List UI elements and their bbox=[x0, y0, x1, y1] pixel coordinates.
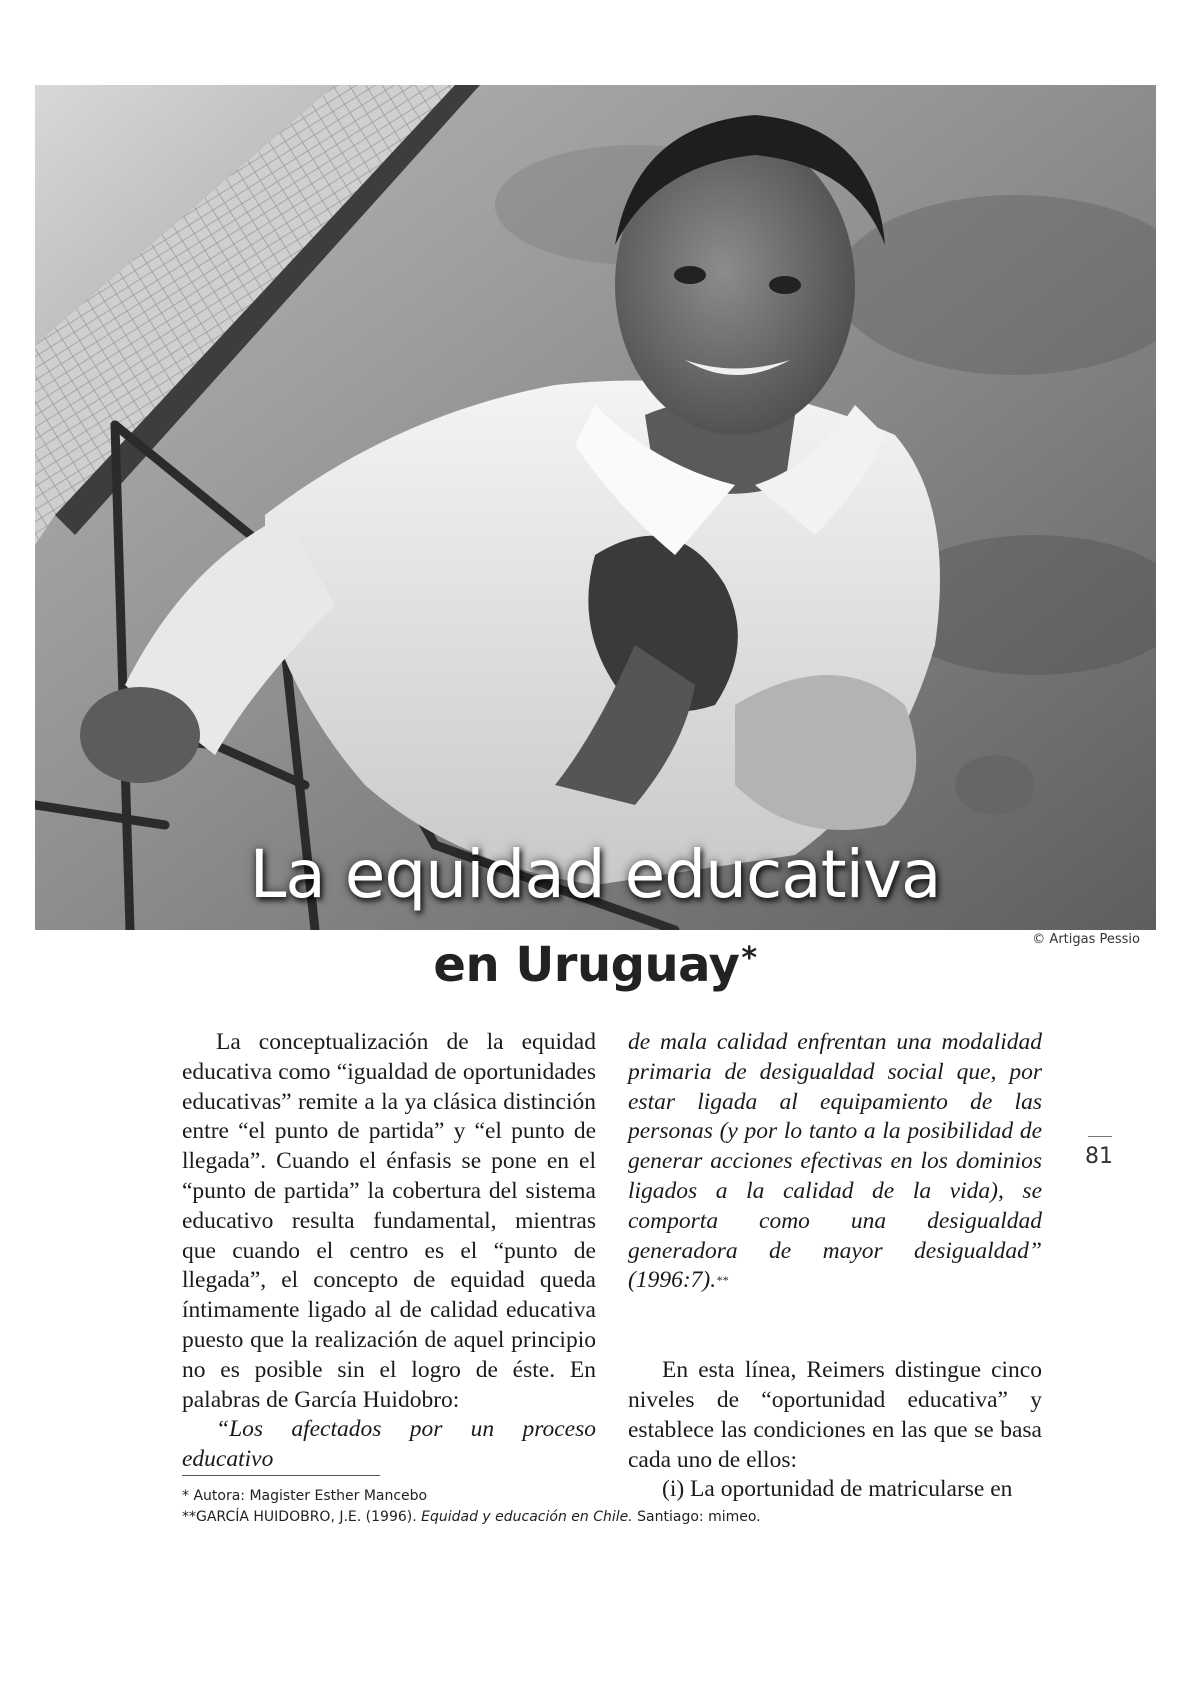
footnote-rule bbox=[182, 1475, 380, 1476]
intro-paragraph: La conceptualización de la equidad educativa como “igualdad de oportunidades educativas” remite a la ya clásica distinción entre “el punto de partida” y “el punto de llegada”. Cuando el énfasis se pone en el “punto de partida” la cobertura del sistema educativo resulta fundamental, mientras que cuando el centro es el “punto de llegada”, el concepto de equidad queda íntimamente ligado al de calidad educativa puesto que la realización de aquel principio no es posible sin el logro de éste. En palabras de García Huidobro: bbox=[182, 1029, 596, 1413]
text-column-right bbox=[628, 1028, 1042, 1505]
subtitle-text: en Uruguay bbox=[433, 937, 740, 993]
page-number-rule bbox=[1088, 1136, 1112, 1137]
page-number: 81 bbox=[1085, 1144, 1113, 1169]
quote-start: “Los afectados por un proceso educativo bbox=[182, 1416, 596, 1473]
footnote-author: * Autora: Magister Esther Mancebo bbox=[182, 1488, 428, 1504]
quote-footnote-mark: ** bbox=[716, 1273, 729, 1288]
photo-credit: © Artigas Pessio bbox=[1032, 932, 1140, 947]
list-item-1: (i) La oportunidad de matricularse en bbox=[662, 1476, 1013, 1503]
footnotes bbox=[182, 1486, 761, 1528]
footnote-ref-prefix: **GARCÍA HUIDOBRO, J.E. (1996). bbox=[182, 1509, 422, 1525]
footnote-ref-title: Equidad y educación en Chile. bbox=[421, 1509, 633, 1525]
reimers-paragraph: En esta línea, Reimers distingue cinco niveles de “oportunidad educativa” y establece las condiciones en las que se basa cada uno de ellos: bbox=[628, 1357, 1042, 1473]
article-title: La equidad educativa bbox=[249, 836, 941, 913]
footnote-reference bbox=[182, 1507, 761, 1528]
paragraph-gap bbox=[628, 1296, 1042, 1356]
quote-continuation bbox=[628, 1028, 1042, 1296]
footnote-ref-suffix: Santiago: mimeo. bbox=[632, 1509, 761, 1525]
cover-photo bbox=[35, 85, 1156, 930]
quote-text: de mala calidad enfrentan una modalidad primaria de desigualdad social que, por estar ligada al equipamiento de las personas (y por lo tanto a la posibilidad de generar acciones efectivas en los dominios ligados a la calidad de la vida), se comporta como una desigualdad generadora de mayor desigualdad” (1996:7). bbox=[628, 1029, 1042, 1294]
article-subtitle bbox=[0, 935, 1190, 995]
author-footnote-mark: * bbox=[741, 941, 757, 976]
text-column-left bbox=[182, 1028, 596, 1475]
